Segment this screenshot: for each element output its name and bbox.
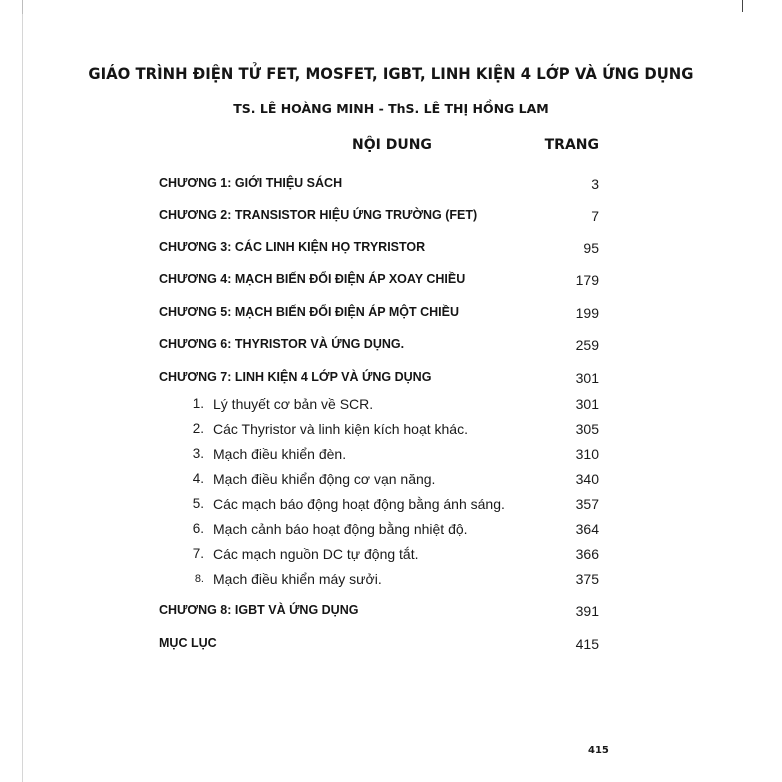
toc-chapter-row <box>0 208 782 230</box>
chapter-page: 3 <box>591 176 599 192</box>
page-edge <box>22 0 23 14</box>
section-page: 357 <box>575 496 599 512</box>
toc-header-page: TRANG <box>544 137 599 153</box>
section-number: 8. <box>194 573 204 585</box>
section-page: 305 <box>575 421 599 437</box>
section-number: 4. <box>192 471 204 486</box>
toc-header-content: NỘI DUNG <box>352 137 432 153</box>
chapter-label: CHƯƠNG 2: TRANSISTOR HIỆU ỨNG TRƯỜNG (FET) <box>159 208 478 222</box>
document-authors: TS. LÊ HOÀNG MINH - ThS. LÊ THỊ HỒNG LAM <box>233 101 549 116</box>
toc-section-row <box>0 471 782 493</box>
chapter-label: CHƯƠNG 5: MẠCH BIẾN ĐỔI ĐIỆN ÁP MỘT CHIỀU <box>159 305 459 319</box>
section-title: Mạch điều khiển máy sưởi. <box>213 571 382 587</box>
toc-chapter-row <box>0 240 782 262</box>
chapter-page: 95 <box>583 240 599 256</box>
section-page: 340 <box>575 471 599 487</box>
section-page: 301 <box>575 396 599 412</box>
toc-chapter-row <box>0 636 782 658</box>
section-number: 7. <box>192 546 204 561</box>
document-title: GIÁO TRÌNH ĐIỆN TỬ FET, MOSFET, IGBT, LINH KIỆN 4 LỚP VÀ ỨNG DỤNG <box>88 64 694 83</box>
chapter-page: 199 <box>575 305 599 321</box>
section-page: 375 <box>575 571 599 587</box>
toc-section-row <box>0 446 782 468</box>
toc-chapter-row <box>0 305 782 327</box>
chapter-page: 391 <box>575 603 599 619</box>
section-number: 1. <box>192 396 204 411</box>
toc-chapter-row <box>0 272 782 294</box>
section-page: 310 <box>575 446 599 462</box>
chapter-page: 179 <box>575 272 599 288</box>
section-title: Các Thyristor và linh kiện kích hoạt khác. <box>213 421 468 437</box>
toc-section-row <box>0 421 782 443</box>
page-number: 415 <box>588 745 609 756</box>
toc-section-row <box>0 496 782 518</box>
section-number: 5. <box>192 496 204 511</box>
section-title: Mạch cảnh báo hoạt động bằng nhiệt độ. <box>213 521 468 537</box>
chapter-page: 259 <box>575 337 599 353</box>
section-page: 366 <box>575 546 599 562</box>
section-page: 364 <box>575 521 599 537</box>
toc-section-row <box>0 546 782 568</box>
toc-chapter-row <box>0 370 782 392</box>
section-title: Các mạch báo động hoạt động bằng ánh sáng. <box>213 496 505 512</box>
chapter-page: 7 <box>591 208 599 224</box>
section-title: Các mạch nguồn DC tự động tắt. <box>213 546 419 562</box>
section-number: 2. <box>192 421 204 436</box>
chapter-label: CHƯƠNG 4: MẠCH BIẾN ĐỔI ĐIỆN ÁP XOAY CHIỀU <box>159 272 466 286</box>
toc-chapter-row <box>0 176 782 198</box>
chapter-label: CHƯƠNG 7: LINH KIỆN 4 LỚP VÀ ỨNG DỤNG <box>159 370 432 384</box>
chapter-label: CHƯƠNG 3: CÁC LINH KIỆN HỌ TRYRISTOR <box>159 240 426 254</box>
chapter-page: 415 <box>575 636 599 652</box>
chapter-label: MỤC LỤC <box>159 636 217 650</box>
section-number: 3. <box>192 446 204 461</box>
section-title: Lý thuyết cơ bản về SCR. <box>213 396 374 412</box>
page-corner-mark <box>742 0 743 12</box>
chapter-label: CHƯƠNG 1: GIỚI THIỆU SÁCH <box>159 176 343 190</box>
chapter-label: CHƯƠNG 6: THYRISTOR VÀ ỨNG DỤNG. <box>159 337 405 351</box>
chapter-label: CHƯƠNG 8: IGBT VÀ ỨNG DỤNG <box>159 603 359 617</box>
section-number: 6. <box>192 521 204 536</box>
chapter-page: 301 <box>575 370 599 386</box>
section-title: Mạch điều khiển động cơ vạn năng. <box>213 471 436 487</box>
section-title: Mạch điều khiển đèn. <box>213 446 347 462</box>
toc-chapter-row <box>0 337 782 359</box>
toc-section-row <box>0 571 782 593</box>
toc-section-row <box>0 521 782 543</box>
toc-chapter-row <box>0 603 782 625</box>
toc-section-row <box>0 396 782 418</box>
